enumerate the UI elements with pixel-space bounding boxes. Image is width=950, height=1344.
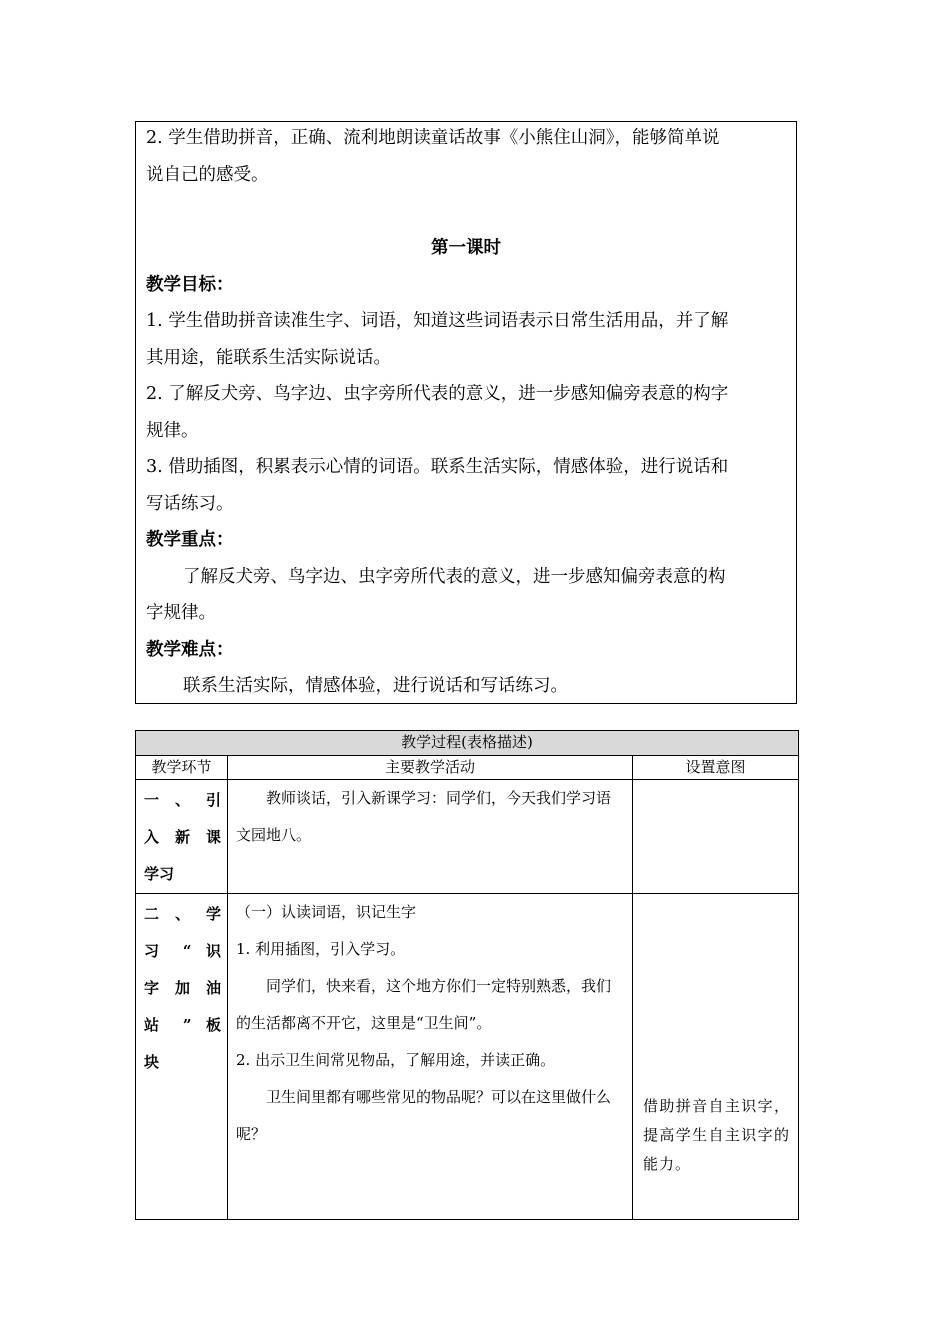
objective-2-line-2: 规律。 bbox=[146, 421, 199, 441]
purpose-cell bbox=[633, 894, 799, 1220]
activity-paragraph: （一）认读词语，识记生字 bbox=[236, 903, 417, 921]
activity-cell bbox=[228, 780, 633, 894]
difficulty-heading: 教学难点： bbox=[146, 640, 234, 660]
stage-line: 站 ” 板 bbox=[144, 1016, 221, 1034]
table-row bbox=[136, 780, 799, 894]
stage-line: 一 、 引 bbox=[144, 791, 221, 809]
lesson-plan-box bbox=[135, 121, 797, 704]
table-row bbox=[136, 894, 799, 1220]
header-purpose: 设置意图 bbox=[633, 756, 799, 780]
stage-line: 学习 bbox=[144, 865, 175, 883]
objective-1-line-2: 其用途，能联系生活实际说话。 bbox=[146, 348, 391, 368]
stage-line: 二 、 学 bbox=[144, 905, 221, 923]
difficulty-line: 联系生活实际，情感体验，进行说话和写话练习。 bbox=[183, 676, 568, 696]
objective-1-line-1: 1. 学生借助拼音读准生字、词语，知道这些词语表示日常生活用品，并了解 bbox=[146, 311, 729, 331]
teaching-process-table bbox=[135, 730, 799, 1220]
objective-2-line-1: 2. 了解反犬旁、鸟字边、虫字旁所代表的意义，进一步感知偏旁表意的构字 bbox=[146, 384, 729, 404]
objective-3-line-1: 3. 借助插图，积累表示心情的词语。联系生活实际，情感体验，进行说话和 bbox=[146, 457, 729, 477]
activity-paragraph: 1. 利用插图，引入学习。 bbox=[236, 940, 406, 958]
activity-paragraph: 卫生间里都有哪些常见的物品呢？可以在这里做什么呢？ bbox=[236, 1088, 612, 1143]
key-points-line-2: 字规律。 bbox=[146, 603, 216, 623]
purpose-cell bbox=[633, 780, 799, 894]
activity-cell bbox=[228, 894, 633, 1220]
activity-paragraph: 2. 出示卫生间常见物品，了解用途，并读正确。 bbox=[236, 1051, 556, 1069]
stage-line: 块 bbox=[144, 1053, 160, 1071]
objective-3-line-2: 写话练习。 bbox=[146, 494, 234, 514]
key-points-line-1: 了解反犬旁、鸟字边、虫字旁所代表的意义，进一步感知偏旁表意的构 bbox=[183, 567, 726, 587]
header-stage: 教学环节 bbox=[136, 756, 228, 780]
stage-cell bbox=[136, 894, 228, 1220]
table-caption: 教学过程(表格描述) bbox=[136, 731, 799, 756]
lesson-title: 第一课时 bbox=[431, 238, 501, 258]
goal-2-line-1: 2. 学生借助拼音，正确、流利地朗读童话故事《小熊住山洞》，能够简单说 bbox=[146, 128, 720, 148]
stage-cell bbox=[136, 780, 228, 894]
header-activity: 主要教学活动 bbox=[228, 756, 633, 780]
key-points-heading: 教学重点： bbox=[146, 530, 234, 550]
purpose-text: 借助拼音自主识字，提高学生自主识字的能力。 bbox=[643, 1097, 791, 1173]
goal-2-line-2: 说自己的感受。 bbox=[146, 165, 269, 185]
activity-paragraph: 教师谈话，引入新课学习：同学们，今天我们学习语文园地八。 bbox=[236, 789, 612, 844]
objectives-heading: 教学目标： bbox=[146, 275, 234, 295]
stage-line: 入 新 课 bbox=[144, 828, 221, 846]
stage-line: 字 加 油 bbox=[144, 979, 221, 997]
activity-paragraph: 同学们，快来看，这个地方你们一定特别熟悉，我们的生活都离不开它，这里是“卫生间”。 bbox=[236, 977, 612, 1032]
stage-line: 习 “ 识 bbox=[144, 942, 221, 960]
